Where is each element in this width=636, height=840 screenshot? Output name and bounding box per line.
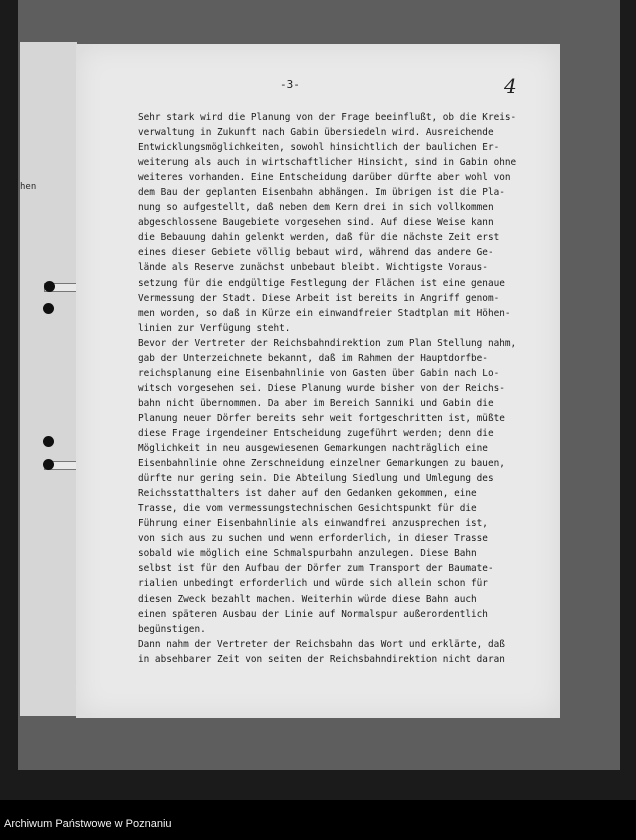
page-number: -3- [280,78,300,91]
text-line: abgeschlossene Baugebiete vorgesehen sind. Auf diese Weise kann [138,217,494,229]
punch-hole [43,303,54,314]
text-line: Reichsstatthalters ist daher auf den Gedanken gekommen, eine [138,488,477,500]
text-line: Entwicklungsmöglichkeiten, sowohl hinsichtlich der baulichen Er- [138,142,500,154]
margin-fragment: hen [20,182,37,192]
text-line: rialien unbedingt erforderlich und würde sich allein schon für [138,578,488,590]
text-line: Führung einer Eisenbahnlinie als einwandfrei anzusprechen ist, [138,518,488,530]
text-line: reichsplanung eine Eisenbahnlinie von Gasten über Gabin nach Lo- [138,367,500,379]
text-line: Bevor der Vertreter der Reichsbahndirektion zum Plan Stellung nahm, [138,337,517,349]
text-line: Trasse, die vom vermessungstechnischen Gesichtspunkt für die [138,503,477,515]
text-line: diese Frage irgendeiner Entscheidung zugeführt werden; denn die [138,427,494,439]
text-line: Dann nahm der Vertreter der Reichsbahn das Wort und erklärte, daß [138,638,505,650]
punch-hole [43,459,54,470]
text-line: verwaltung in Zukunft nach Gabin übersiedeln wird. Ausreichende [138,127,494,139]
document-body [138,110,550,667]
text-line: dem Bau der geplanten Eisenbahn abhängen. Im übrigen ist die Pla- [138,187,505,199]
text-line: men worden, so daß in Kürze ein einwandfreier Stadtplan mit Höhen- [138,307,511,319]
text-line: in absehbarer Zeit von seiten der Reichsbahndirektion nicht daran [138,653,505,665]
text-line: Eisenbahnlinie ohne Zerschneidung einzelner Gemarkungen zu bauen, [138,458,505,470]
folio-number: 4 [504,74,517,98]
text-line: bahn nicht übernommen. Da aber im Bereich Sanniki und Gabin die [138,397,494,409]
punch-hole [44,281,55,292]
text-line: einen späteren Ausbau der Linie auf Normalspur außerordentlich [138,608,488,620]
text-line: setzung für die endgültige Festlegung der Flächen ist eine genaue [138,277,505,289]
text-line: weiterung als auch in wirtschaftlicher Hinsicht, sind in Gabin ohne [138,157,517,169]
text-line: linien zur Verfügung steht. [138,322,291,334]
text-line: Sehr stark wird die Planung von der Frage beeinflußt, ob die Kreis- [138,112,517,123]
archive-label: Archiwum Państwowe w Poznaniu [4,818,172,830]
text-line: dürfte nur gering sein. Die Abteilung Siedlung und Umlegung des [138,473,494,485]
text-line: diesen Zweck bezahlt machen. Weiterhin würde diese Bahn auch [138,593,477,605]
document-page [76,44,560,718]
underlying-sheet [20,42,77,716]
text-line: die Bebauung dahin gelenkt werden, daß für die nächste Zeit erst [138,232,500,244]
punch-hole [43,436,54,447]
text-line: Vermessung der Stadt. Diese Arbeit ist bereits in Angriff genom- [138,292,500,304]
text-line: sobald wie möglich eine Schmalspurbahn anzulegen. Diese Bahn [138,548,477,560]
text-line: weiteres vorhanden. Eine Entscheidung darüber dürfte aber wohl von [138,172,511,184]
text-line: von sich aus zu suchen und wenn erforderlich, in dieser Trasse [138,533,488,545]
text-line: lände als Reserve zunächst unbebaut bleibt. Wichtigste Voraus- [138,262,488,274]
text-line: Möglichkeit in neu ausgewiesenen Gemarkungen nachträglich eine [138,443,488,455]
text-line: witsch vorgesehen sei. Diese Planung wurde bisher von der Reichs- [138,382,505,394]
text-line: Planung neuer Dörfer bereits sehr weit fortgeschritten ist, müßte [138,412,505,424]
text-line: nung so aufgestellt, daß neben dem Kern drei in sich vollkommen [138,202,494,214]
text-line: begünstigen. [138,623,206,635]
text-line: selbst ist für den Aufbau der Dörfer zum Transport der Baumate- [138,563,494,575]
text-line: eines dieser Gebiete völlig bebaut wird, während das andere Ge- [138,247,494,259]
text-line: gab der Unterzeichnete bekannt, daß im Rahmen der Hauptdorfbe- [138,352,488,364]
